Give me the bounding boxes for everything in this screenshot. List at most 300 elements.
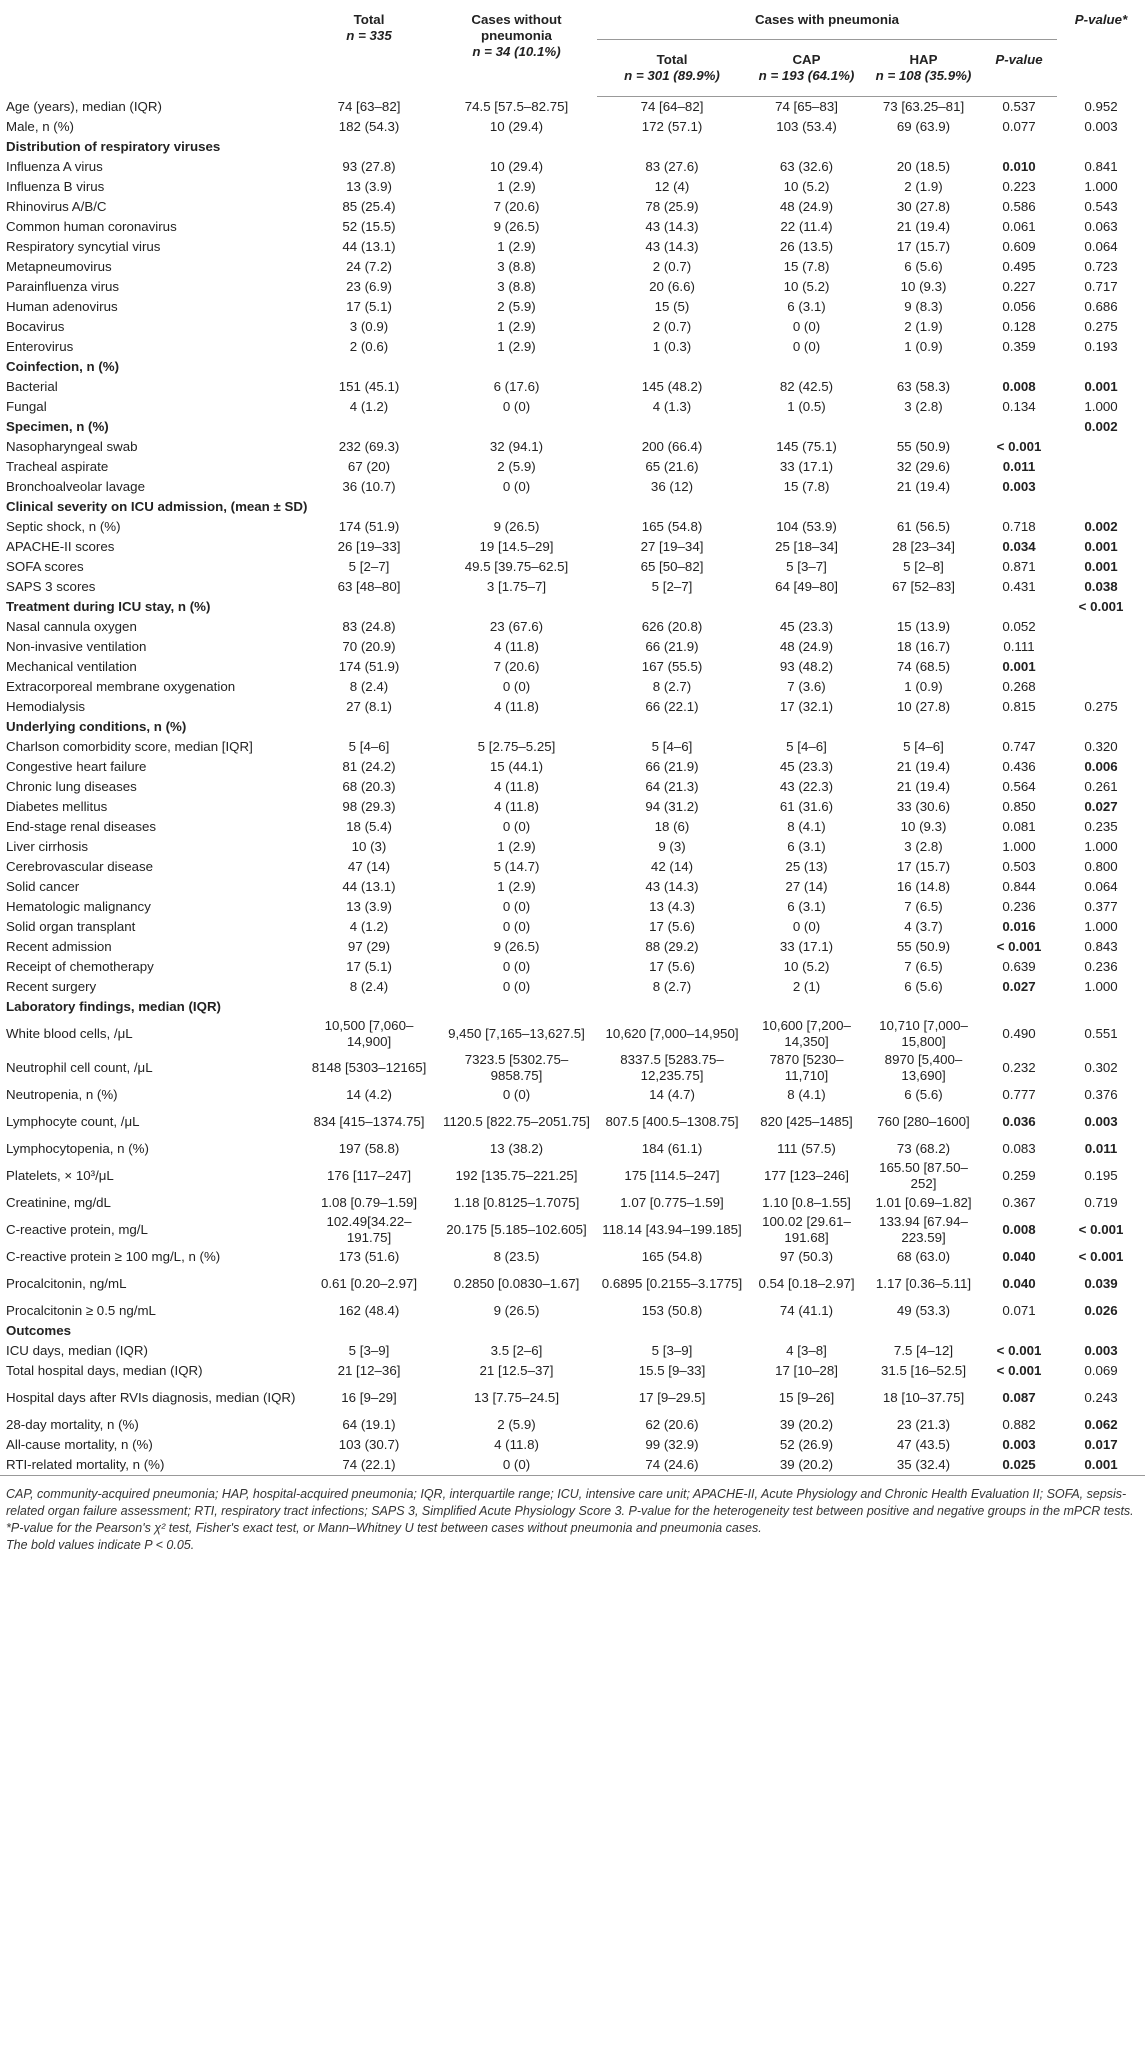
table-cell: 4 (11.8) [494, 1437, 539, 1453]
table-cell: 3.5 [2–6] [490, 1343, 543, 1359]
table-row [0, 957, 1145, 977]
section-row [0, 137, 1145, 157]
row-label: SAPS 3 scores [6, 579, 96, 595]
table-cell: 104 (53.9) [776, 519, 837, 535]
table-cell: 17 (5.1) [346, 959, 392, 975]
row-label: Non-invasive ventilation [6, 639, 147, 655]
header-with-pneumonia: Cases with pneumonia [754, 12, 900, 27]
table-cell: 0.367 [1002, 1195, 1036, 1211]
table-cell: 102.49[34.22–191.75] [326, 1214, 412, 1245]
table-cell: 0.063 [1084, 219, 1118, 235]
table-cell: 1 (2.9) [497, 319, 536, 335]
table-row [0, 637, 1145, 657]
table-cell: 14 (4.7) [649, 1087, 695, 1103]
table-row [0, 197, 1145, 217]
table-row [0, 177, 1145, 197]
table-cell: 1.10 [0.8–1.55] [762, 1195, 851, 1211]
table-cell: 5 [4–6] [651, 739, 693, 755]
table-row [0, 1267, 1145, 1301]
table-cell: 33 (30.6) [896, 799, 951, 815]
table-cell: 0.081 [1002, 819, 1036, 835]
table-row [0, 297, 1145, 317]
table-cell: 0.54 [0.18–2.97] [758, 1276, 855, 1292]
table-cell: 66 (22.1) [645, 699, 699, 715]
table-cell: 10 (29.4) [489, 159, 544, 175]
table-cell: 7323.5 [5302.75–9858.75] [464, 1052, 569, 1083]
table-cell: 32 (29.6) [896, 459, 951, 475]
table-cell: 5 [2–7] [651, 579, 693, 595]
table-cell: 62 (20.6) [645, 1417, 699, 1433]
table-cell: 45 (23.3) [779, 619, 834, 635]
table-cell: 0.002 [1084, 519, 1118, 535]
table-cell: 0.193 [1084, 339, 1118, 355]
row-label: Recent surgery [6, 979, 97, 995]
table-cell: 0.718 [1002, 519, 1036, 535]
row-label: Hemodialysis [6, 699, 86, 715]
table-cell: 74.5 [57.5–82.75] [464, 98, 569, 114]
table-row [0, 937, 1145, 957]
table-cell: 65 [50–82] [640, 559, 704, 575]
table-row [0, 837, 1145, 857]
row-label: Lymphocytopenia, n (%) [6, 1141, 149, 1157]
table-cell: 83 (27.6) [645, 159, 699, 175]
header-with-total: Total n = 301 (89.9%) [597, 40, 747, 97]
table-cell: 0.431 [1002, 579, 1036, 595]
table-cell: 15 (7.8) [783, 479, 830, 495]
table-cell: 36 (12) [650, 479, 694, 495]
table-cell: 28 [23–34] [892, 539, 955, 555]
table-cell: 6 (3.1) [787, 299, 826, 315]
table-cell: 0.495 [1002, 259, 1036, 275]
header-cap: CAP n = 193 (64.1%) [747, 40, 866, 97]
section-p-value [1057, 717, 1145, 737]
table-cell: 174 (51.9) [338, 519, 400, 535]
table-cell: 3 (8.8) [497, 259, 536, 275]
table-cell: 0.001 [1084, 559, 1118, 575]
table-cell: < 0.001 [996, 1343, 1042, 1359]
row-label: Parainfluenza virus [6, 279, 120, 295]
table-cell: 3 (2.8) [904, 399, 943, 415]
section-row [0, 417, 1145, 437]
row-label: Neutropenia, n (%) [6, 1087, 118, 1103]
table-cell: 5 [2–8] [903, 559, 944, 575]
table-cell: 14 (4.2) [346, 1087, 392, 1103]
table-row [0, 657, 1145, 677]
table-cell: 0.302 [1084, 1060, 1118, 1076]
table-cell: 16 (14.8) [896, 879, 951, 895]
table-cell: 0.003 [1002, 479, 1036, 495]
table-row [0, 777, 1145, 797]
table-cell [1057, 617, 1145, 637]
row-label: Receipt of chemotherapy [6, 959, 154, 975]
header-total: Total n = 335 [346, 12, 392, 43]
table-cell: 5 (14.7) [493, 859, 540, 875]
table-cell: 0.551 [1084, 1026, 1118, 1042]
table-cell: 17 (15.7) [896, 859, 951, 875]
table-cell: 1 (2.9) [497, 839, 536, 855]
table-cell: 807.5 [400.5–1308.75] [605, 1114, 739, 1130]
table-cell: 0.111 [1003, 639, 1035, 655]
table-cell: 33 (17.1) [779, 459, 834, 475]
section-p-value: 0.002 [1084, 419, 1118, 435]
table-cell: 8 (2.4) [349, 679, 389, 695]
table-cell: 111 (57.5) [777, 1141, 836, 1157]
table-cell: < 0.001 [996, 439, 1042, 455]
table-cell: 17 (5.6) [649, 959, 695, 975]
section-label: Clinical severity on ICU admission, (mean ± SD) [6, 499, 308, 515]
table-cell: 5 [3–7] [786, 559, 827, 575]
section-label: Treatment during ICU stay, n (%) [6, 599, 211, 615]
table-cell: 8 (2.7) [652, 679, 692, 695]
row-label: White blood cells, /μL [6, 1026, 133, 1042]
row-label: RTI-related mortality, n (%) [0, 1455, 302, 1476]
table-cell: 21 (19.4) [896, 479, 951, 495]
table-cell: 0 (0) [502, 679, 531, 695]
table-cell: 165.50 [87.50–252] [879, 1160, 968, 1191]
table-cell: 0 (0) [502, 1087, 531, 1103]
table-cell: 8 (4.1) [787, 1087, 826, 1103]
table-cell: 99 (32.9) [645, 1437, 699, 1453]
table-cell: 0 (0) [502, 959, 531, 975]
table-cell [1057, 477, 1145, 497]
table-cell: 0.134 [1002, 399, 1036, 415]
table-cell: 2 (1.9) [904, 319, 943, 335]
table-cell: 82 (42.5) [779, 379, 834, 395]
section-p-value [1057, 137, 1145, 157]
table-cell: 17 (5.6) [649, 919, 695, 935]
table-cell: < 0.001 [1078, 1249, 1124, 1265]
table-cell: 0.436 [1002, 759, 1036, 775]
table-cell: 0.003 [1084, 1114, 1118, 1130]
table-cell: 47 (14) [347, 859, 391, 875]
row-label: Diabetes mellitus [6, 799, 108, 815]
table-cell: 0.008 [1002, 379, 1036, 395]
table-cell: 78 (25.9) [645, 199, 699, 215]
table-cell: 1.000 [1002, 839, 1036, 855]
row-label: 28-day mortality, n (%) [6, 1417, 139, 1433]
table-cell: 1.000 [1084, 399, 1118, 415]
table-cell: 21 (19.4) [896, 779, 951, 795]
table-row [0, 437, 1145, 457]
section-label: Underlying conditions, n (%) [6, 719, 187, 735]
table-row [0, 237, 1145, 257]
table-row [0, 757, 1145, 777]
row-label: C-reactive protein ≥ 100 mg/L, n (%) [6, 1249, 221, 1265]
table-cell: 1.01 [0.69–1.82] [875, 1195, 972, 1211]
table-cell: < 0.001 [996, 939, 1042, 955]
table-cell: 0.235 [1084, 819, 1118, 835]
row-label: Bacterial [6, 379, 58, 395]
row-label: Fungal [6, 399, 47, 415]
table-cell: 18 (16.7) [896, 639, 951, 655]
table-cell: 4 (11.8) [494, 699, 539, 715]
table-cell: 39 (20.2) [747, 1455, 866, 1476]
table-cell: 17 (5.1) [346, 299, 392, 315]
section-p-value [1057, 997, 1145, 1017]
table-cell: 52 (15.5) [342, 219, 396, 235]
table-cell: 44 (13.1) [342, 879, 396, 895]
table-cell: 24 (7.2) [346, 259, 392, 275]
table-cell: 1120.5 [822.75–2051.75] [443, 1114, 590, 1130]
table-cell: 8 (4.1) [787, 819, 826, 835]
table-cell: 0.61 [0.20–2.97] [320, 1276, 418, 1292]
table-cell: 0 (0) [502, 919, 531, 935]
row-label: Influenza A virus [6, 159, 103, 175]
table-cell: 1.000 [1084, 839, 1118, 855]
table-cell: 17 (32.1) [779, 699, 834, 715]
table-cell: 0.586 [1002, 199, 1036, 215]
table-cell: 0.087 [1002, 1390, 1036, 1406]
table-cell: 10 (5.2) [783, 959, 830, 975]
row-label: Recent admission [6, 939, 112, 955]
table-cell: 0.077 [1002, 119, 1036, 135]
table-cell: 8 (2.4) [349, 979, 389, 995]
table-cell: < 0.001 [996, 1363, 1042, 1379]
table-cell: 1.17 [0.36–5.11] [875, 1276, 972, 1292]
table-row [0, 897, 1145, 917]
table-cell: 17 (15.7) [896, 239, 951, 255]
table-cell: 0.069 [1084, 1363, 1118, 1379]
table-cell: 4 (11.8) [494, 779, 539, 795]
table-row [0, 977, 1145, 997]
table-cell: 0.056 [1002, 299, 1036, 315]
table-cell: 1 (2.9) [497, 879, 536, 895]
row-label: ICU days, median (IQR) [6, 1343, 148, 1359]
table-row [0, 617, 1145, 637]
table-row [0, 117, 1145, 137]
table-cell: 0 (0) [502, 899, 531, 915]
table-cell: 74 (24.6) [597, 1455, 747, 1476]
table-cell: 15 [9–26] [778, 1390, 835, 1406]
table-cell: 6 (5.6) [904, 1087, 943, 1103]
table-cell: 0.006 [1084, 759, 1118, 775]
table-cell: 26 [19–33] [337, 539, 401, 555]
table-cell: 64 [49–80] [775, 579, 838, 595]
table-cell: 68 (63.0) [896, 1249, 951, 1265]
header-p-value-star: P-value* [1074, 12, 1128, 27]
table-row [0, 1361, 1145, 1381]
table-cell: 23 (21.3) [896, 1417, 951, 1433]
table-cell: 35 (32.4) [866, 1455, 981, 1476]
table-cell: 32 (94.1) [489, 439, 544, 455]
table-cell: 20 (18.5) [896, 159, 951, 175]
table-cell: 3 (0.9) [349, 319, 389, 335]
table-cell: 81 (24.2) [342, 759, 396, 775]
table-cell: 18 (6) [654, 819, 690, 835]
table-cell: 6 (17.6) [493, 379, 540, 395]
table-cell: 5 [2–7] [348, 559, 390, 575]
section-p-value [1057, 357, 1145, 377]
table-row [0, 917, 1145, 937]
table-cell: 173 (51.6) [338, 1249, 400, 1265]
table-cell: 1 (0.9) [904, 679, 943, 695]
table-row [0, 457, 1145, 477]
table-cell: 0.268 [1002, 679, 1036, 695]
table-row [0, 1213, 1145, 1247]
table-row [0, 857, 1145, 877]
table-cell: 15 (5) [654, 299, 690, 315]
table-cell: 1 (0.3) [652, 339, 692, 355]
table-cell: 10 (5.2) [783, 279, 830, 295]
table-cell: 10,500 [7,060–14,900] [324, 1018, 414, 1049]
table-cell: 2 (0.7) [652, 319, 692, 335]
table-cell: 184 (61.1) [641, 1141, 703, 1157]
table-cell: 176 [117–247] [326, 1168, 412, 1184]
table-cell: 98 (29.3) [342, 799, 396, 815]
table-cell: 5 [4–6] [348, 739, 390, 755]
row-label: Bocavirus [6, 319, 65, 335]
table-row [0, 817, 1145, 837]
row-label: Procalcitonin ≥ 0.5 ng/mL [6, 1303, 156, 1319]
table-cell [1057, 657, 1145, 677]
table-cell: 17 [9–29.5] [638, 1390, 706, 1406]
table-row [0, 1455, 1145, 1476]
table-cell: 20 (6.6) [649, 279, 695, 295]
table-cell: 36 (10.7) [342, 479, 396, 495]
table-cell: 74 [64–82] [640, 99, 704, 115]
table-cell: 63 (32.6) [779, 159, 834, 175]
row-label: Age (years), median (IQR) [6, 98, 162, 114]
section-row [0, 717, 1145, 737]
section-row [0, 1321, 1145, 1341]
table-cell: 13 (3.9) [346, 179, 392, 195]
row-label: Nasal cannula oxygen [6, 619, 137, 635]
table-cell: 197 (58.8) [338, 1141, 400, 1157]
table-cell: 0.2850 [0.0830–1.67] [453, 1276, 580, 1292]
table-cell: 74 (68.5) [896, 659, 951, 675]
table-cell: 21 [12–36] [337, 1363, 401, 1379]
table-cell: 10 (3) [351, 839, 387, 855]
table-cell: 0.6895 [0.2155–3.1775] [601, 1276, 743, 1292]
table-row [0, 1247, 1145, 1267]
row-label: Rhinovirus A/B/C [6, 199, 107, 215]
footnote-p-value: *P-value for the Pearson's χ² test, Fisher's exact test, or Mann–Whitney U test between cases without pneumonia and pneumonia cases. [6, 1520, 762, 1535]
section-p-value [1057, 497, 1145, 517]
table-cell: 66 (21.9) [645, 639, 699, 655]
table-cell: 10,600 [7,200–14,350] [762, 1018, 851, 1049]
table-cell: 200 (66.4) [641, 439, 703, 455]
table-row [0, 1159, 1145, 1193]
table-cell: 48 (24.9) [779, 199, 834, 215]
table-cell: 55 (50.9) [896, 439, 951, 455]
table-cell: 74 [65–83] [775, 99, 838, 115]
table-cell: 0.083 [1002, 1141, 1036, 1157]
row-label: Metapneumovirus [6, 259, 112, 275]
table-cell: 0.377 [1084, 899, 1118, 915]
table-cell: 61 (56.5) [896, 519, 951, 535]
table-row [0, 697, 1145, 717]
table-cell [1057, 437, 1145, 457]
section-label: Outcomes [6, 1323, 72, 1339]
table-cell: 0.747 [1002, 739, 1036, 755]
table-cell: 0.261 [1084, 779, 1118, 795]
table-cell: 165 (54.8) [641, 519, 703, 535]
table-cell: 20.175 [5.185–102.605] [446, 1222, 587, 1238]
table-cell: 8148 [5303–12165] [311, 1060, 427, 1076]
table-cell [1057, 637, 1145, 657]
table-cell: 0.843 [1084, 939, 1118, 955]
table-cell: 4 (1.2) [349, 919, 389, 935]
table-row [0, 1341, 1145, 1361]
section-row [0, 357, 1145, 377]
table-cell: 15 (7.8) [783, 259, 830, 275]
table-cell: 1.08 [0.79–1.59] [320, 1195, 418, 1211]
table-cell: 13 (3.9) [346, 899, 392, 915]
table-cell: 0 (0) [502, 819, 531, 835]
table-cell: 55 (50.9) [896, 939, 951, 955]
table-cell: 5 [4–6] [903, 739, 944, 755]
table-row [0, 1301, 1145, 1321]
table-cell: 67 (20) [347, 459, 391, 475]
table-cell: 103 (30.7) [338, 1437, 400, 1453]
row-label: Respiratory syncytial virus [6, 239, 161, 255]
table-cell: 0.503 [1002, 859, 1036, 875]
table-cell: 0.001 [1002, 659, 1036, 675]
table-row [0, 217, 1145, 237]
table-cell: 0.320 [1084, 739, 1118, 755]
table-row [0, 877, 1145, 897]
table-cell: 3 (2.8) [904, 839, 943, 855]
table-row [0, 517, 1145, 537]
table-cell: 0.359 [1002, 339, 1036, 355]
table-cell: 834 [415–1374.75] [313, 1114, 425, 1130]
table-cell: 0.275 [1084, 699, 1118, 715]
table-cell: 0.871 [1002, 559, 1036, 575]
table-cell: 0 (0) [792, 339, 821, 355]
table-cell: 145 (75.1) [776, 439, 837, 455]
table-cell: 48 (24.9) [779, 639, 834, 655]
table-cell: 0.723 [1084, 259, 1118, 275]
table-cell: 177 [123–246] [763, 1168, 850, 1184]
table-cell: 0 (0) [436, 1455, 597, 1476]
row-label: C-reactive protein, mg/L [6, 1222, 148, 1238]
table-cell: 16 [9–29] [341, 1390, 397, 1406]
table-cell: 83 (24.8) [342, 619, 396, 635]
section-label: Coinfection, n (%) [6, 359, 120, 375]
table-cell: 0.064 [1084, 879, 1118, 895]
table-cell: 0.027 [1084, 799, 1118, 815]
table-cell: 0.052 [1002, 619, 1036, 635]
table-cell: 43 (22.3) [779, 779, 834, 795]
table-cell: 0.195 [1084, 1168, 1118, 1184]
table-cell: 0.039 [1084, 1276, 1118, 1292]
row-label: Influenza B virus [6, 179, 105, 195]
table-cell: 5 [3–9] [651, 1343, 693, 1359]
table-cell: 10,620 [7,000–14,950] [605, 1026, 739, 1042]
table-cell: 1.000 [1084, 919, 1118, 935]
table-cell: 0.011 [1002, 459, 1036, 475]
row-label: Lymphocyte count, /μL [6, 1114, 140, 1130]
table-cell: 0.844 [1002, 879, 1036, 895]
table-cell: 10 (5.2) [783, 179, 830, 195]
table-cell: 6 (3.1) [787, 899, 826, 915]
row-label: Chronic lung diseases [6, 779, 137, 795]
table-cell: 21 [12.5–37] [479, 1363, 554, 1379]
table-cell: 7 (3.6) [787, 679, 826, 695]
table-cell: 153 (50.8) [641, 1303, 703, 1319]
table-cell: 0.609 [1002, 239, 1036, 255]
footnote-abbreviations: CAP, community-acquired pneumonia; HAP, hospital-acquired pneumonia; IQR, interquartile range; ICU, intensive care unit; APACHE-II, Acute Physiology and Chronic Health Evaluation II; SOFA, sepsis-related organ failure assessment; RTI, respiratory tract infections; SAPS 3, Simplified Acute Physiology Score 3. P-value for the heterogeneity test between positive and negative groups in the mPCR tests. [6, 1487, 1134, 1518]
table-cell: 93 (48.2) [779, 659, 834, 675]
table-cell: 33 (17.1) [779, 939, 834, 955]
table-cell: 0 (0) [502, 399, 531, 415]
table-cell: 0.275 [1084, 319, 1118, 335]
row-label: Mechanical ventilation [6, 659, 137, 675]
table-row [0, 1105, 1145, 1139]
table-cell: 2 (0.7) [652, 259, 692, 275]
row-label: Common human coronavirus [6, 219, 177, 235]
section-row [0, 597, 1145, 617]
